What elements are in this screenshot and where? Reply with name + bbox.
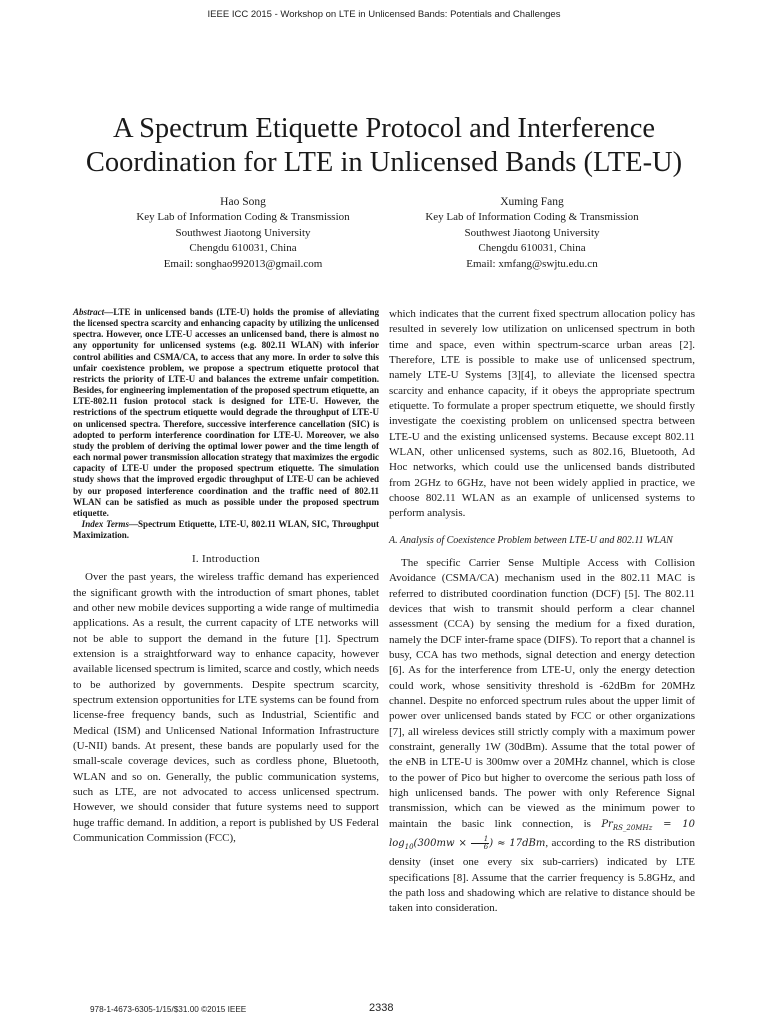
formula-pr-subscript: RS_20MHz	[612, 823, 653, 832]
formula-log-base: 10	[404, 843, 414, 851]
author-city: Chengdu 610031, China	[478, 242, 586, 255]
author-block-1	[93, 195, 393, 272]
author-email[interactable]: Email: xmfang@swjtu.edu.cn	[466, 257, 598, 270]
formula-unit-dbm: dBm	[522, 838, 546, 849]
paragraph-text-before-formula: The specific Carrier Sense Multiple Access with Collision Avoidance (CSMA/CA) mechanism used in the 802.11 MAC is referred to distributed coordination function (DCF) [5]. The 802.11 devices that wish to transmit should perform a clear channel assessment (CCA) by sensing the medium for a fixed duration, namely the DCF inter-frame space (DIFS). To report that a channel is busy, CCA has two methods, signal detection and energy detection [6]. As for the interference from LTE-U, only the energy detection could work, whose sensitivity threshold is -62dBm for 20MHz channel. Despite no enforced spectrum rules about the upper limit of power over unlicensed bands stated by FCC or other organizations [7], all wireless devices still strictly comply with a maximum power constraint, generally 1W (30dBm). Assume that the total power of the eNB in LTE-U is 300mw over a 20MHz channel, which is close to the power of Pico but higher to overcome the serious path loss of high unlicensed bands. The power with only Reference Signal transmission, which can be viewed as the minimum power to maintain the basic link connection, is	[389, 556, 695, 830]
index-terms-label: Index Terms	[81, 518, 129, 529]
paper-title	[40, 112, 728, 180]
page-number: 2338	[369, 1002, 394, 1014]
author-name: Xuming Fang	[500, 196, 564, 208]
footer-isbn: 978-1-4673-6305-1/15/$31.00 ©2015 IEEE	[90, 1005, 247, 1014]
abstract-label: Abstract	[73, 307, 105, 317]
abstract	[73, 307, 379, 519]
fraction-denominator: 6	[483, 843, 489, 851]
author-block-2	[382, 195, 682, 272]
formula-times: ×	[454, 838, 471, 849]
section-heading-introduction: I. Introduction	[191, 553, 261, 566]
author-city: Chengdu 610031, China	[189, 242, 297, 255]
index-terms	[73, 519, 379, 541]
author-university: Southwest Jiaotong University	[464, 226, 600, 239]
formula-fraction	[471, 836, 489, 851]
intro-paragraph: Over the past years, the wireless traffic demand has experienced the significant growth with the introduction of smart phones, tablet and other new mobile devices supporting a wide range of multimedia applications. As a result, the current capacity of LTE networks will not be able to support the demand in the future [1]. Spectrum extension is a straightforward way to enhance capacity, however available licensed spectrum is limited, scarce and costly, which needs to be authorized by governments. Despite spectrum scarcity, spectrum extension opportunities for LTE systems can be found from license-free frequency bands, such as Industrial, Scientific and Medical (ISM) and Unlicensed National Information Infrastructure (U-NII) bands. At present, these bands are popularly used for the small-scale coverage devices, such as cordless phone, Bluetooth, WLAN and so on. Generally, the public communication systems, such as LTE, are not advocated to access unlicensed spectrum. However, we should consider that future systems need to support huge traffic demand. In addition, a report is published by US Federal Communication Commission (FCC),	[73, 571, 379, 845]
formula-result: ) ≈ 17	[489, 838, 523, 849]
formula-equals-log: = 10 log	[389, 818, 695, 849]
author-affiliation: Key Lab of Information Coding & Transmission	[136, 211, 350, 224]
formula-value: (300	[413, 838, 437, 849]
right-paragraph-2	[389, 556, 695, 917]
author-name: Hao Song	[220, 196, 266, 208]
abstract-text: —LTE in unlicensed bands (LTE-U) holds the promise of alleviating the licensed spectra scarcity and enhancing capacity by utilizing the unlicensed spectra. However, once LTE-U accesses an unlicensed band, there is almost no any opportunity for unlicensed systems (e.g. 802.11 WLAN) with inferior control abilities and CSMA/CA, to access that any more. In order to solve this unfair coexistence problem, we propose a spectrum etiquette protocol that restricts the priority of LTE-U and balances the extreme unfair competition. Besides, for engineering implementation of the proposed spectrum etiquette, an LTE-802.11 fusion protocol stack is designed for LTE-U. However, the restrictions of the spectrum etiquette would degrade the throughput of LTE-U on unlicensed spectra. Therefore, successive interference cancellation (SIC) is adopted to perform interference coordination for LTE-U. Moreover, we also study the problem of deriving the optimal lower power and the time length of each normal power transmission allocation strategy that maximizes the ergodic capacity of LTE-U under the proposed spectrum etiquette. The simulation study shows that the improved ergodic throughput of LTE-U can be achieved by our proposed interference coordination and the traffic need of 802.11 WLAN can be satisfied as much as possible under the proposed spectrum etiquette.	[73, 307, 379, 518]
paragraph-text-after-formula: , according to the RS distribution density (inset one every six sub-carriers) indicated by LTE specifications [8]. Assume that the carrier frequency is 5.8GHz, and the path loss and shadowing which are relative to distance should be taken into consideration.	[389, 837, 695, 915]
fraction-numerator: 1	[471, 836, 489, 844]
right-paragraph-1: which indicates that the current fixed spectrum allocation policy has resulted in severely low utilization on unlicensed spectrum in both time and space, even within spectrum-scarce urban areas [2]. Therefore, LTE is possible to make use of unlicensed spectrum, namely LTE-U Systems [3][4], to alleviate the licensed spectra scarcity and enhance capacity, if it obeys the appropriate spectrum etiquette. To formulate a proper spectrum etiquette, we should firstly investigate the coexisting problem on unlicensed spectra between LTE-U and the existing unlicensed systems. Because except 802.11 WLAN, other unlicensed systems, such as 802.16, Bluetooth, Ad Hoc networks, which could use the unlicensed bands distributed from 2GHz to 6GHz, have not been widely applied in practice, we choose 802.11 WLAN as an example of unlicensed systems to perform analysis.	[389, 308, 695, 520]
author-university: Southwest Jiaotong University	[175, 226, 311, 239]
running-head: IEEE ICC 2015 - Workshop on LTE in Unlicensed Bands: Potentials and Challenges	[207, 9, 561, 20]
index-terms-text: —Spectrum Etiquette, LTE-U, 802.11 WLAN, SIC, Throughput Maximization.	[73, 518, 379, 541]
right-column	[389, 307, 695, 917]
left-column	[73, 307, 379, 846]
title-line-2: Coordination for LTE in Unlicensed Bands (LTE-U)	[85, 147, 683, 178]
title-line-1: A Spectrum Etiquette Protocol and Interference	[112, 113, 656, 144]
formula-unit-mw: mw	[436, 838, 455, 849]
subsection-heading-a: A. Analysis of Coexistence Problem between LTE-U and 802.11 WLAN	[389, 534, 673, 546]
author-email[interactable]: Email: songhao992013@gmail.com	[163, 257, 323, 270]
author-affiliation: Key Lab of Information Coding & Transmission	[425, 211, 639, 224]
formula-pr: Pr	[601, 818, 613, 830]
